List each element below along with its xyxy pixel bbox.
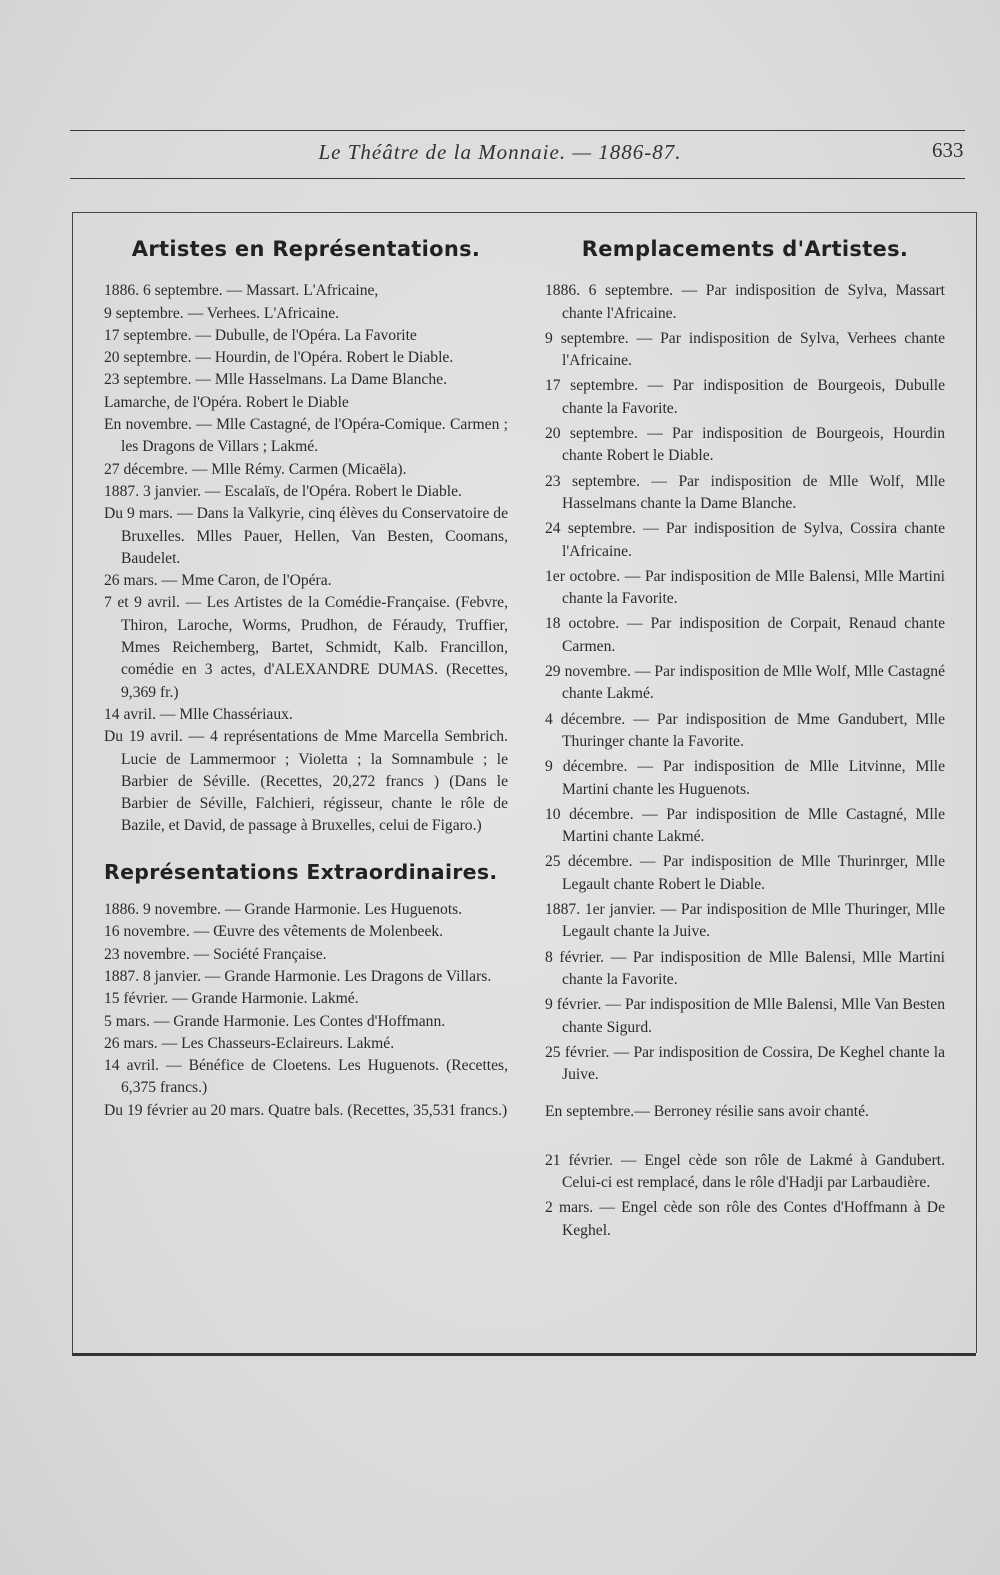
list-item: 26 mars. — Les Chasseurs-Eclaireurs. Lakmé. xyxy=(104,1034,395,1052)
list-item: 1886. 6 septembre. — Par indisposition de Sylva, Massart chante l'Africaine. xyxy=(545,282,945,322)
header-top-rule xyxy=(70,130,965,131)
left-column xyxy=(104,238,508,1122)
list-item: 23 septembre. — Par indisposition de Mlle Wolf, Mlle Hasselmans chante la Dame Blanche. xyxy=(545,472,945,512)
section-title-extraordinaires: Représentations Extraordinaires. xyxy=(104,859,498,884)
list-item: Lamarche, de l'Opéra. Robert le Diable xyxy=(104,393,349,411)
list-item: 7 et 9 avril. — Les Artistes de la Comédie-Française. (Febvre, Thiron, Laroche, Worms, Prudhon, de Féraudy, Truffier, Mmes Reichemberg, Bartet, Schmidt, Kalb. Francillon, comédie en 3 actes, d'ALEXANDRE DUMAS. (Recettes, 9,369 fr.) xyxy=(104,594,508,701)
list-item: 1er octobre. — Par indisposition de Mlle Balensi, Mlle Martini chante la Favorite. xyxy=(545,567,945,608)
list-item: Du 19 avril. — 4 représentations de Mme Marcella Sembrich. Lucie de Lammermoor ; Violetta ; la Somnambule ; le Barbier de Séville. (Recettes, 20,272 francs ) (Dans le Barbier de Séville, Falchieri, régisseur, chante le rôle de Bazile, et David, de passage à Bruxelles, celui de Figaro.) xyxy=(104,728,508,835)
list-item: 23 novembre. — Société Française. xyxy=(104,945,327,963)
list-item: 9 février. — Par indisposition de Mlle Balensi, Mlle Van Besten chante Sigurd. xyxy=(545,996,945,1036)
page-number: 633 xyxy=(932,138,964,162)
list-item: 14 avril. — Mlle Chassériaux. xyxy=(104,705,293,723)
list-item: 25 février. — Par indisposition de Cossira, De Keghel chante la Juive. xyxy=(545,1043,945,1084)
artistes-list xyxy=(104,280,508,837)
remplacements-list xyxy=(545,280,945,1086)
list-item: Du 19 février au 20 mars. Quatre bals. (Recettes, 35,531 francs.) xyxy=(104,1101,508,1119)
list-item: 4 décembre. — Par indisposition de Mme Gandubert, Mlle Thuringer chante la Favorite. xyxy=(545,710,945,750)
list-item: 9 septembre. — Verhees. L'Africaine. xyxy=(104,304,340,322)
list-item: 9 décembre. — Par indisposition de Mlle Litvinne, Mlle Martini chante les Huguenots. xyxy=(545,758,945,798)
list-item: 29 novembre. — Par indisposition de Mlle Wolf, Mlle Castagné chante Lakmé. xyxy=(545,663,945,703)
frame-bottom-rule xyxy=(72,1353,976,1356)
list-item: 24 septembre. — Par indisposition de Sylva, Cossira chante l'Africaine. xyxy=(545,520,945,560)
list-item: Du 9 mars. — Dans la Valkyrie, cinq élèves du Conservatoire de Bruxelles. Mlles Pauer, Hellen, Van Besten, Coomans, Baudelet. xyxy=(104,505,508,567)
list-item: 5 mars. — Grande Harmonie. Les Contes d'Hoffmann. xyxy=(104,1012,446,1030)
list-item: 14 avril. — Bénéfice de Cloetens. Les Huguenots. (Recettes, 6,375 francs.) xyxy=(104,1057,508,1097)
header-bottom-rule xyxy=(70,178,965,179)
list-item: 27 décembre. — Mlle Rémy. Carmen (Micaëla). xyxy=(104,460,407,478)
note-engel-lakme: 21 février. — Engel cède son rôle de Lakmé à Gandubert. Celui-ci est remplacé, dans le rôle d'Hadji par Larbaudière. xyxy=(545,1151,945,1191)
list-item: 23 septembre. — Mlle Hasselmans. La Dame Blanche. xyxy=(104,371,447,389)
list-item: 17 septembre. — Par indisposition de Bourgeois, Dubulle chante la Favorite. xyxy=(545,377,945,417)
note-engel-hoffmann: 2 mars. — Engel cède son rôle des Contes d'Hoffmann à De Keghel. xyxy=(545,1199,945,1239)
list-item: 1886. 6 septembre. — Massart. L'Africaine, xyxy=(104,282,379,300)
list-item: En novembre. — Mlle Castagné, de l'Opéra-Comique. Carmen ; les Dragons de Villars ; Lakmé. xyxy=(104,416,508,456)
list-item: 10 décembre. — Par indisposition de Mlle Castagné, Mlle Martini chante Lakmé. xyxy=(545,805,945,846)
list-item: 17 septembre. — Dubulle, de l'Opéra. La Favorite xyxy=(104,326,417,344)
running-title: Le Théâtre de la Monnaie. — 1886-87. xyxy=(318,140,682,164)
list-item: 15 février. — Grande Harmonie. Lakmé. xyxy=(104,990,359,1008)
section-title-remplacements: Remplacements d'Artistes. xyxy=(581,237,909,261)
list-item: 8 février. — Par indisposition de Mlle Balensi, Mlle Martini chante la Favorite. xyxy=(545,948,945,988)
list-item: 26 mars. — Mme Caron, de l'Opéra. xyxy=(104,572,332,590)
note-berroney: En septembre.— Berroney résilie sans avoir chanté. xyxy=(545,1103,869,1121)
list-item: 1887. 3 janvier. — Escalaïs, de l'Opéra. Robert le Diable. xyxy=(104,482,462,500)
list-item: 1887. 1er janvier. — Par indisposition de Mlle Thuringer, Mlle Legault chante la Juive. xyxy=(545,901,945,941)
list-item: 25 décembre. — Par indisposition de Mlle Thurinrger, Mlle Legault chante Robert le Diable. xyxy=(545,853,945,893)
list-item: 1886. 9 novembre. — Grande Harmonie. Les Huguenots. xyxy=(104,901,463,919)
right-column xyxy=(545,238,945,1245)
list-item: 1887. 8 janvier. — Grande Harmonie. Les Dragons de Villars. xyxy=(104,967,492,985)
list-item: 20 septembre. — Par indisposition de Bourgeois, Hourdin chante Robert le Diable. xyxy=(545,425,945,465)
list-item: 20 septembre. — Hourdin, de l'Opéra. Robert le Diable. xyxy=(104,349,454,367)
list-item: 9 septembre. — Par indisposition de Sylva, Verhees chante l'Africaine. xyxy=(545,329,945,370)
list-item: 16 novembre. — Œuvre des vêtements de Molenbeek. xyxy=(104,923,444,941)
extraordinaires-list xyxy=(104,899,508,1122)
list-item: 18 octobre. — Par indisposition de Corpait, Renaud chante Carmen. xyxy=(545,615,945,655)
section-title-artistes: Artistes en Représentations. xyxy=(131,237,481,261)
